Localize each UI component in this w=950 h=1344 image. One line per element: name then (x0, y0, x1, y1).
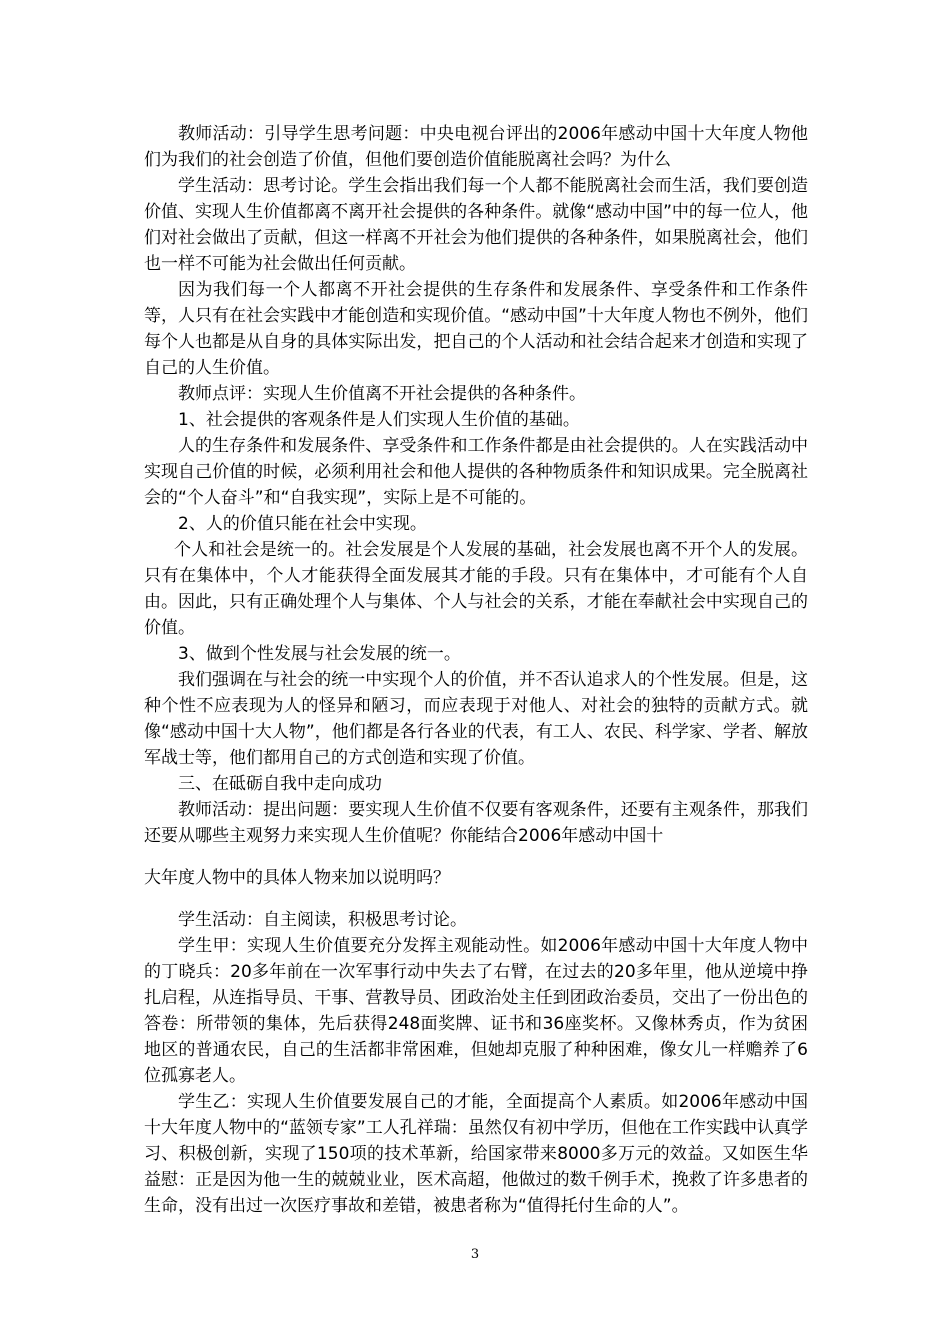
paragraph-student-a: 学生甲：实现人生价值要充分发挥主观能动性。如2006年感动中国十大年度人物中的丁晓兵：20多年前在一次军事行动中失去了右臂，在过去的20多年里，他从逆境中挣扎启程，从连指导员、干事、营教导员、团政治处主任到团政治委员，交出了一份出色的答卷：所带领的集体，先后获得248面奖牌、证书和36座奖杯。又像林秀贞，作为贫困地区的普通农民，自己的生活都非常困难，但她却克服了种种困难，像女儿一样赡养了6位孤寡老人。 (144, 936, 808, 1086)
paragraph-teacher-activity-1: 教师活动：引导学生思考问题：中央电视台评出的2006年感动中国十大年度人物他们为我们的社会创造了价值，但他们要创造价值能脱离社会吗？为什么 (144, 124, 808, 170)
paragraph-teacher-comment: 教师点评：实现人生价值离不开社会提供的各种条件。 (178, 384, 586, 404)
paragraph-student-b: 学生乙：实现人生价值要发展自己的才能，全面提高个人素质。如2006年感动中国十大年度人物中的“蓝领专家”工人孔祥瑞：虽然仅有初中学历，但他在工作实践中认真学习、积极创新，实现了150项的技术革新，给国家带来8000多万元的效益。又如医生华益慰：正是因为他一生的兢兢业业，医术高超，他做过的数千例手术，挽救了许多患者的生命，没有出过一次医疗事故和差错，被患者称为“值得托付生命的人”。 (144, 1092, 808, 1216)
section-heading-3: 三、在砥砺自我中走向成功 (178, 774, 382, 794)
heading-point-1: 1、社会提供的客观条件是人们实现人生价值的基础。 (178, 410, 580, 430)
paragraph-teacher-activity-2-continued: 大年度人物中的具体人物来加以说明吗？ (144, 868, 450, 888)
heading-point-3: 3、做到个性发展与社会发展的统一。 (178, 644, 461, 664)
paragraph-point-2-body: 个人和社会是统一的。社会发展是个人发展的基础，社会发展也离不开个人的发展。只有在集体中，个人才能获得全面发展其才能的手段。只有在集体中，才可能有个人自由。因此，只有正确处理个人与集体、个人与社会的关系，才能在奉献社会中实现自己的价值。 (144, 540, 808, 638)
page-number: 3 (470, 1247, 480, 1262)
paragraph-point-3-body: 我们强调在与社会的统一中实现个人的价值，并不否认追求人的个性发展。但是，这种个性不应表现为人的怪异和陋习，而应表现于对他人、对社会的独特的贡献方式。就像“感动中国十大人物”，他们都是各行各业的代表，有工人、农民、科学家、学者、解放军战士等，他们都用自己的方式创造和实现了价值。 (144, 670, 808, 768)
paragraph-point-1-body: 人的生存条件和发展条件、享受条件和工作条件都是由社会提供的。人在实践活动中实现自己价值的时候，必须利用社会和他人提供的各种物质条件和知识成果。完全脱离社会的“个人奋斗”和“自我实现”，实际上是不可能的。 (144, 436, 808, 508)
paragraph-explanation-1: 因为我们每一个人都离不开社会提供的生存条件和发展条件、享受条件和工作条件等，人只有在社会实践中才能创造和实现价值。“感动中国”十大年度人物也不例外，他们每个人也都是从自身的具体实际出发，把自己的个人活动和社会结合起来才创造和实现了自己的人生价值。 (144, 280, 808, 378)
paragraph-student-activity-2: 学生活动：自主阅读，积极思考讨论。 (178, 910, 467, 930)
heading-point-2: 2、人的价值只能在社会中实现。 (178, 514, 427, 534)
paragraph-teacher-activity-2: 教师活动：提出问题：要实现人生价值不仅要有客观条件，还要有主观条件，那我们还要从哪些主观努力来实现人生价值呢？你能结合2006年感动中国十 (144, 800, 808, 846)
paragraph-student-activity-1: 学生活动：思考讨论。学生会指出我们每一个人都不能脱离社会而生活，我们要创造价值、实现人生价值都离不离开社会提供的各种条件。就像“感动中国”中的每一位人，他们对社会做出了贡献，但这一样离不开社会为他们提供的各种条件，如果脱离社会，他们也一样不可能为社会做出任何贡献。 (144, 176, 808, 274)
document-body (144, 121, 808, 1219)
